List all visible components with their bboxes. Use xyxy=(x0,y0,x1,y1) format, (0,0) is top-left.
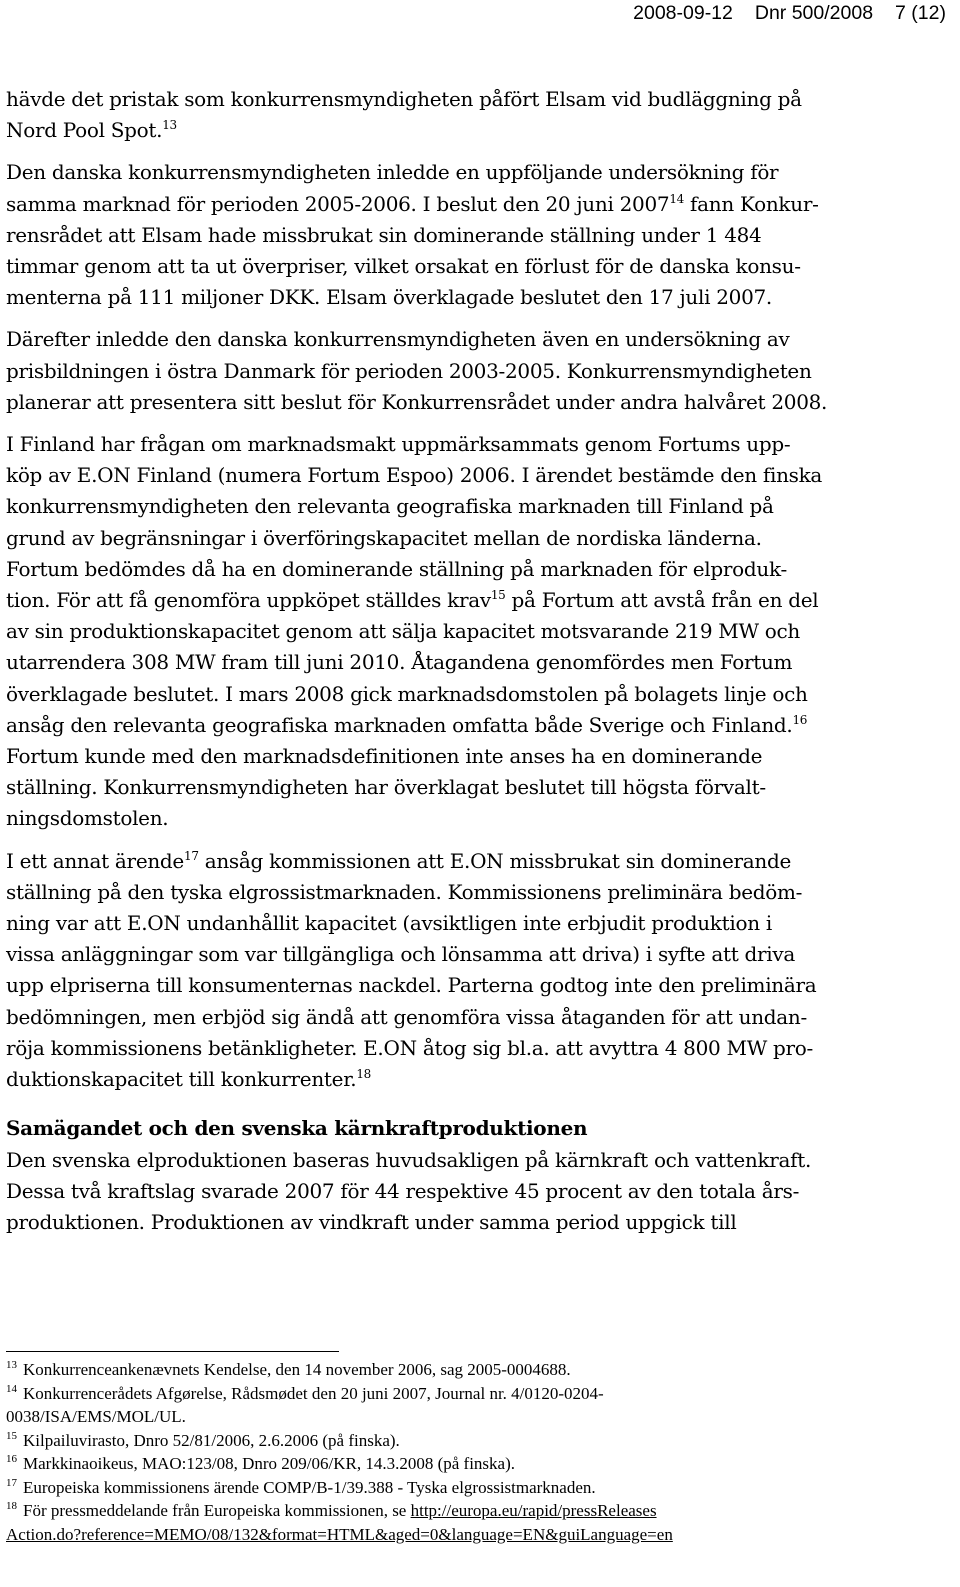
footnote-number: 15 xyxy=(6,1429,17,1442)
footnote-item xyxy=(6,1358,946,1382)
line-text: produktionen. Produktionen av vindkraft under samma period uppgick till xyxy=(6,1209,737,1234)
header-dnr: Dnr 500/2008 xyxy=(754,2,874,24)
line-text: timmar genom att ta ut överpriser, vilket orsakat en förlust för de danska konsu- xyxy=(6,254,801,279)
text-line xyxy=(6,491,896,522)
footnote-item xyxy=(6,1452,946,1476)
text-line xyxy=(6,157,896,188)
text-line xyxy=(6,1002,896,1033)
line-text: ställning på den tyska elgrossistmarknaden. Kommissionens preliminära bedöm- xyxy=(6,879,803,904)
text-line xyxy=(6,710,896,741)
footnote-number: 13 xyxy=(6,1359,17,1371)
footnote-reference: 14 xyxy=(669,191,684,206)
text-line xyxy=(6,324,896,355)
line-text-continued: fann Konkur- xyxy=(683,191,819,216)
line-text: konkurrensmyndigheten den relevanta geografiska marknaden till Finland på xyxy=(6,494,774,519)
footnote-separator xyxy=(6,1351,339,1352)
line-text: grund av begränsningar i överföringskapacitet mellan de nordiska länderna. xyxy=(6,525,762,550)
text-line xyxy=(6,1176,896,1207)
line-text: bedömningen, men erbjöd sig ändå att genomföra vissa åtaganden för att undan- xyxy=(6,1004,807,1029)
section-heading: Samägandet och den svenska kärnkraftproduktionen xyxy=(6,1116,588,1141)
line-text: ställning. Konkurrensmyndigheten har överklagat beslutet till högsta förvalt- xyxy=(6,775,766,800)
text-line xyxy=(6,356,896,387)
text-line xyxy=(6,1064,896,1095)
text-line xyxy=(6,251,896,282)
text-line xyxy=(6,616,896,647)
line-text: tion. För att få genomföra uppköpet ställdes krav xyxy=(6,588,491,613)
line-text: röja kommissionens betänkligheter. E.ON åtog sig bl.a. att avyttra 4 800 MW pro- xyxy=(6,1035,813,1060)
line-text: menterna på 111 miljoner DKK. Elsam överklagade beslutet den 17 juli 2007. xyxy=(6,285,772,310)
text-line xyxy=(6,772,896,803)
line-text: utarrendera 308 MW fram till juni 2010. Åtagandena genomfördes men Fortum xyxy=(6,650,793,675)
line-text: duktionskapacitet till konkurrenter. xyxy=(6,1067,357,1092)
footnotes xyxy=(6,1358,946,1546)
line-text-continued: ansåg kommissionen att E.ON missbrukat sin dominerande xyxy=(198,848,792,873)
footnote-item xyxy=(6,1476,946,1500)
text-line xyxy=(6,115,896,146)
footnote-link[interactable]: Action.do?reference=MEMO/08/132&format=HTML&aged=0&language=EN&guiLanguage=en xyxy=(6,1524,673,1544)
footnote-number: 17 xyxy=(6,1476,17,1489)
text-line xyxy=(6,282,896,313)
line-text: Den svenska elproduktionen baseras huvudsakligen på kärnkraft och vattenkraft. xyxy=(6,1147,812,1172)
footnote-item xyxy=(6,1429,946,1453)
footnote-item xyxy=(6,1499,946,1546)
text-line xyxy=(6,429,896,460)
footnote-text: 0038/ISA/EMS/MOL/UL. xyxy=(6,1407,186,1426)
text-line xyxy=(6,647,896,678)
paragraph xyxy=(6,429,896,835)
text-line xyxy=(6,939,896,970)
paragraph xyxy=(6,846,896,1096)
text-line xyxy=(6,679,896,710)
footnote-text: Konkurrencerådets Afgørelse, Rådsmødet den 20 juni 2007, Journal nr. 4/0120-0204- xyxy=(23,1383,604,1403)
text-line xyxy=(6,1207,896,1238)
footnote-text: Kilpailuvirasto, Dnro 52/81/2006, 2.6.2006 (på finska). xyxy=(23,1430,400,1450)
text-line xyxy=(6,84,896,115)
footnote-reference: 18 xyxy=(356,1067,371,1082)
line-text: ningsdomstolen. xyxy=(6,806,169,831)
paragraph xyxy=(6,84,896,146)
text-line xyxy=(6,460,896,491)
line-text: Fortum bedömdes då ha en dominerande ställning på marknaden för elproduk- xyxy=(6,556,787,581)
text-line xyxy=(6,523,896,554)
line-text: rensrådet att Elsam hade missbrukat sin dominerande ställning under 1 484 xyxy=(6,222,762,247)
line-text: ning var att E.ON undanhållit kapacitet (avsiktligen inte erbjudit produktion i xyxy=(6,911,772,936)
line-text: I Finland har frågan om marknadsmakt uppmärksammats genom Fortums upp- xyxy=(6,432,791,457)
line-text: vissa anläggningar som var tillgängliga och lönsamma att driva) i syfte att driva xyxy=(6,942,796,967)
line-text: köp av E.ON Finland (numera Fortum Espoo) 2006. I ärendet bestämde den finska xyxy=(6,463,823,488)
text-line xyxy=(6,220,896,251)
line-text: upp elpriserna till konsumenternas nackdel. Parterna godtog inte den preliminära xyxy=(6,973,817,998)
line-text: hävde det pristak som konkurrensmyndigheten påfört Elsam vid budläggning på xyxy=(6,87,802,111)
text-line xyxy=(6,554,896,585)
text-line xyxy=(6,970,896,1001)
line-text: Fortum kunde med den marknadsdefinitionen inte anses ha en dominerande xyxy=(6,744,763,769)
footnote-reference: 16 xyxy=(792,712,808,727)
text-line xyxy=(6,846,896,877)
line-text: samma marknad för perioden 2005-2006. I beslut den 20 juni 2007 xyxy=(6,191,670,216)
footnote-text: För pressmeddelande från Europeiska kommissionen, se xyxy=(23,1501,411,1520)
line-text: planerar att presentera sitt beslut för Konkurrensrådet under andra halvåret 2008. xyxy=(6,389,828,414)
footnote-text: Konkurrenceankenævnets Kendelse, den 14 november 2006, sag 2005-0004688. xyxy=(23,1360,571,1379)
line-text: ansåg den relevanta geografiska marknaden omfatta både Sverige och Finland. xyxy=(6,712,793,737)
page-header xyxy=(633,0,946,26)
footnote-number: 16 xyxy=(6,1453,17,1465)
text-line xyxy=(6,387,896,418)
line-text: I ett annat ärende xyxy=(6,848,184,873)
line-text: Dessa två kraftslag svarade 2007 för 44 respektive 45 procent av den totala års- xyxy=(6,1178,800,1203)
header-page-number: 7 (12) xyxy=(895,2,946,24)
text-line xyxy=(6,908,896,939)
line-text: av sin produktionskapacitet genom att sälja kapacitet motsvarande 219 MW och xyxy=(6,619,801,644)
line-text: Den danska konkurrensmyndigheten inledde en uppföljande undersökning för xyxy=(6,160,779,185)
line-text: Därefter inledde den danska konkurrensmyndigheten även en undersökning av xyxy=(6,327,790,352)
footnote-reference: 15 xyxy=(490,588,506,603)
footnote-link[interactable]: http://europa.eu/rapid/pressReleases xyxy=(410,1501,657,1520)
footnote-text: Markkinaoikeus, MAO:123/08, Dnro 209/06/KR, 14.3.2008 (på finska). xyxy=(23,1454,516,1473)
line-text: Nord Pool Spot. xyxy=(6,118,163,143)
footnote-text: Europeiska kommissionens ärende COMP/B-1/39.388 - Tyska elgrossistmarknaden. xyxy=(23,1477,596,1497)
text-line xyxy=(6,803,896,834)
footnote-reference: 17 xyxy=(183,848,199,863)
footnote-number: 18 xyxy=(6,1500,17,1512)
header-date: 2008-09-12 xyxy=(633,2,733,24)
paragraph xyxy=(6,1145,896,1239)
text-line xyxy=(6,741,896,772)
footnote-reference: 13 xyxy=(162,118,177,133)
line-text-continued: på Fortum att avstå från en del xyxy=(505,588,819,613)
text-line xyxy=(6,189,896,220)
footnote-number: 14 xyxy=(6,1382,17,1395)
line-text: prisbildningen i östra Danmark för perioden 2003-2005. Konkurrensmyndigheten xyxy=(6,358,812,383)
text-line xyxy=(6,877,896,908)
text-line xyxy=(6,1145,896,1176)
text-line xyxy=(6,585,896,616)
body-text xyxy=(6,84,896,1249)
footnote-item xyxy=(6,1382,946,1429)
line-text: överklagade beslutet. I mars 2008 gick marknadsdomstolen på bolagets linje och xyxy=(6,681,808,706)
text-line xyxy=(6,1033,896,1064)
paragraph xyxy=(6,324,896,418)
paragraph xyxy=(6,157,896,313)
